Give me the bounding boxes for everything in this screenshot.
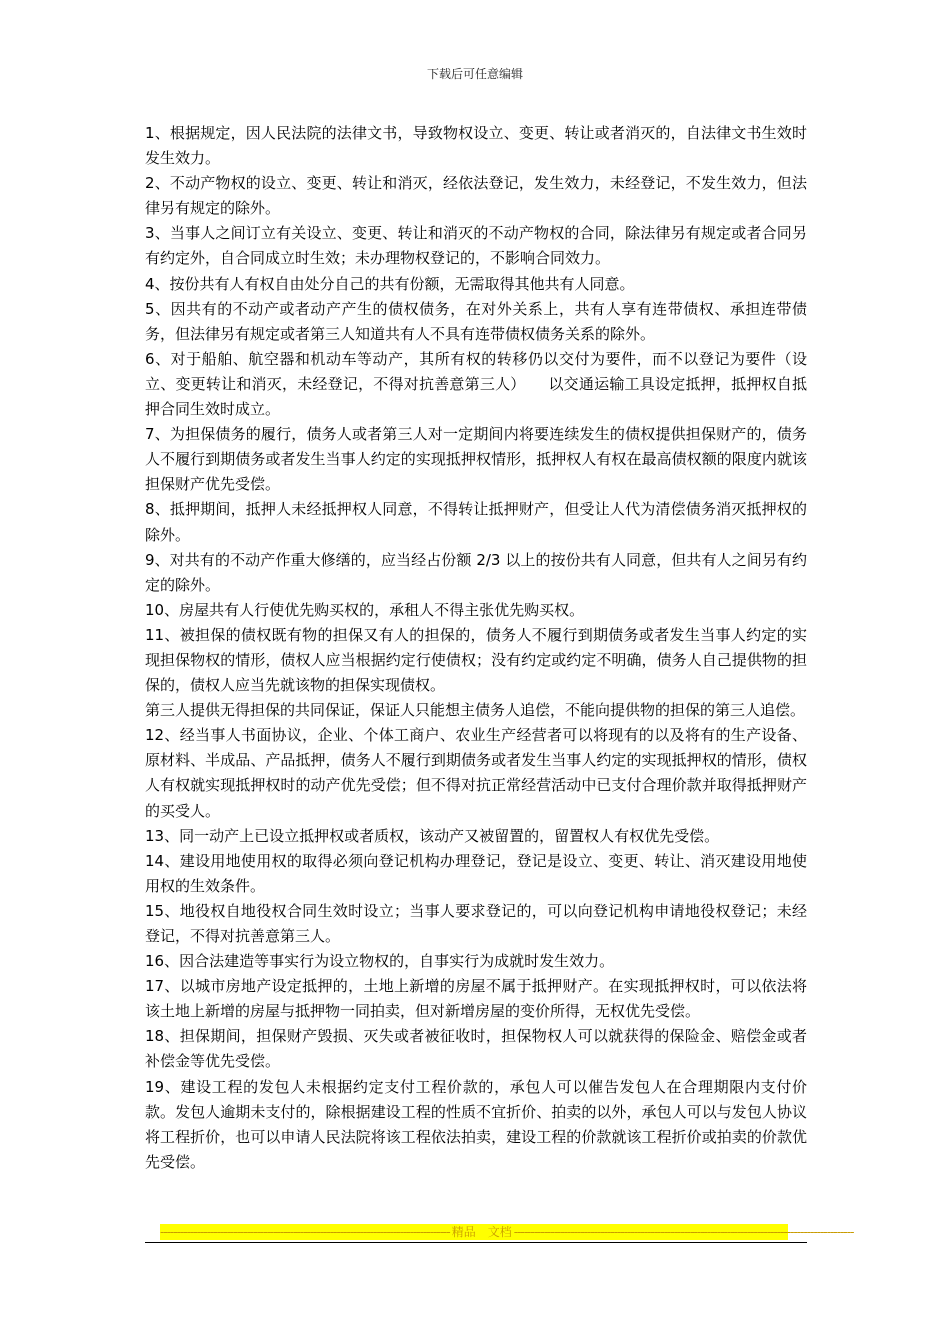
paragraph-11-note: 第三人提供无得担保的共同保证，保证人只能想主债务人追偿，不能向提供物的担保的第三人追偿。	[145, 701, 806, 720]
paragraph-6: 6、对于船舶、航空器和机动车等动产，其所有权的转移仍以交付为要件，而不以登记为要件（设立、变更转让和消灭，未经登记，不得对抗善意第三人） 以交通运输工具设定抵押，抵押权自抵押合同生效时成立。	[145, 349, 807, 419]
footer-divider	[145, 1242, 807, 1243]
paragraph-10: 10、房屋共有人行使优先购买权的，承租人不得主张优先购买权。	[145, 600, 585, 619]
footer-dashes-right: ------------------------------------------------------------------------------------------------------	[513, 1225, 854, 1239]
paragraph-15: 15、地役权自地役权合同生效时设立；当事人要求登记的，可以向登记机构申请地役权登记；未经登记，不得对抗善意第三人。	[145, 901, 807, 945]
paragraph-7: 7、为担保债务的履行，债务人或者第三人对一定期间内将要连续发生的债权提供担保财产的，债务人不履行到期债务或者发生当事人约定的实现抵押权情形，抵押权人有权在最高债权额的限度内就该担保财产优先受偿。	[145, 425, 807, 494]
footer-highlight-bar	[160, 1224, 854, 1240]
paragraph-11: 11、被担保的债权既有物的担保又有人的担保的，债务人不履行到期债务或者发生当事人约定的实现担保物权的情形，债权人应当根据约定行使债权；没有约定或约定不明确，债务人自己提供物的担保的，债权人应当先就该物的担保实现债权。	[145, 625, 807, 695]
footer-label: 精品 文档	[451, 1225, 512, 1239]
paragraph-3: 3、当事人之间订立有关设立、变更、转让和消灭的不动产物权的合同，除法律另有规定或者合同另有约定外，自合同成立时生效；未办理物权登记的，不影响合同效力。	[145, 224, 807, 268]
paragraph-4: 4、按份共有人有权自由处分自己的共有份额，无需取得其他共有人同意。	[145, 274, 635, 293]
page-header: 下载后可任意编辑	[426, 67, 523, 81]
paragraph-17: 17、以城市房地产设定抵押的，土地上新增的房屋不属于抵押财产。在实现抵押权时，可以依法将该土地上新增的房屋与抵押物一同拍卖，但对新增房屋的变价所得，无权优先受偿。	[145, 977, 807, 1021]
paragraph-16: 16、因合法建造等事实行为设立物权的，自事实行为成就时发生效力。	[145, 952, 615, 971]
paragraph-19: 19、建设工程的发包人未根据约定支付工程价款的，承包人可以催告发包人在合理期限内支付价款。发包人逾期未支付的，除根据建设工程的性质不宜折价、拍卖的以外，承包人可以与发包人协议将工程折价，也可以申请人民法院将该工程依法拍卖，建设工程的价款就该工程折价或拍卖的价款优先受偿。	[145, 1077, 807, 1171]
paragraph-5: 5、因共有的不动产或者动产产生的债权债务，在对外关系上，共有人享有连带债权、承担连带债务，但法律另有规定或者第三人知道共有人不具有连带债权债务关系的除外。	[145, 299, 807, 343]
paragraph-1: 1、根据规定，因人民法院的法律文书，导致物权设立、变更、转让或者消灭的，自法律文书生效时发生效力。	[145, 124, 807, 168]
paragraph-2: 2、不动产物权的设立、变更、转让和消灭，经依法登记，发生效力，未经登记，不发生效力，但法律另有规定的除外。	[145, 174, 807, 218]
document-body	[145, 121, 807, 1175]
footer-dashes-left: ---------------------------------------------------------------------------------------	[160, 1225, 450, 1239]
paragraph-13: 13、同一动产上已设立抵押权或者质权，该动产又被留置的，留置权人有权优先受偿。	[145, 826, 720, 845]
paragraph-12: 12、经当事人书面协议，企业、个体工商户、农业生产经营者可以将现有的以及将有的生产设备、原材料、半成品、产品抵押，债务人不履行到期债务或者发生当事人约定的实现抵押权的情形，债权人有权就实现抵押权时的动产优先受偿；但不得对抗正常经营活动中已支付合理价款并取得抵押财产的买受人。	[145, 726, 807, 820]
paragraph-18: 18、担保期间，担保财产毁损、灭失或者被征收时，担保物权人可以就获得的保险金、赔偿金或者补偿金等优先受偿。	[145, 1027, 807, 1071]
paragraph-14: 14、建设用地使用权的取得必须向登记机构办理登记，登记是设立、变更、转让、消灭建设用地使用权的生效条件。	[145, 851, 807, 895]
paragraph-8: 8、抵押期间，抵押人未经抵押权人同意，不得转让抵押财产，但受让人代为清偿债务消灭抵押权的除外。	[145, 500, 807, 544]
paragraph-9: 9、对共有的不动产作重大修缮的，应当经占份额 2/3 以上的按份共有人同意，但共有人之间另有约定的除外。	[145, 550, 807, 594]
